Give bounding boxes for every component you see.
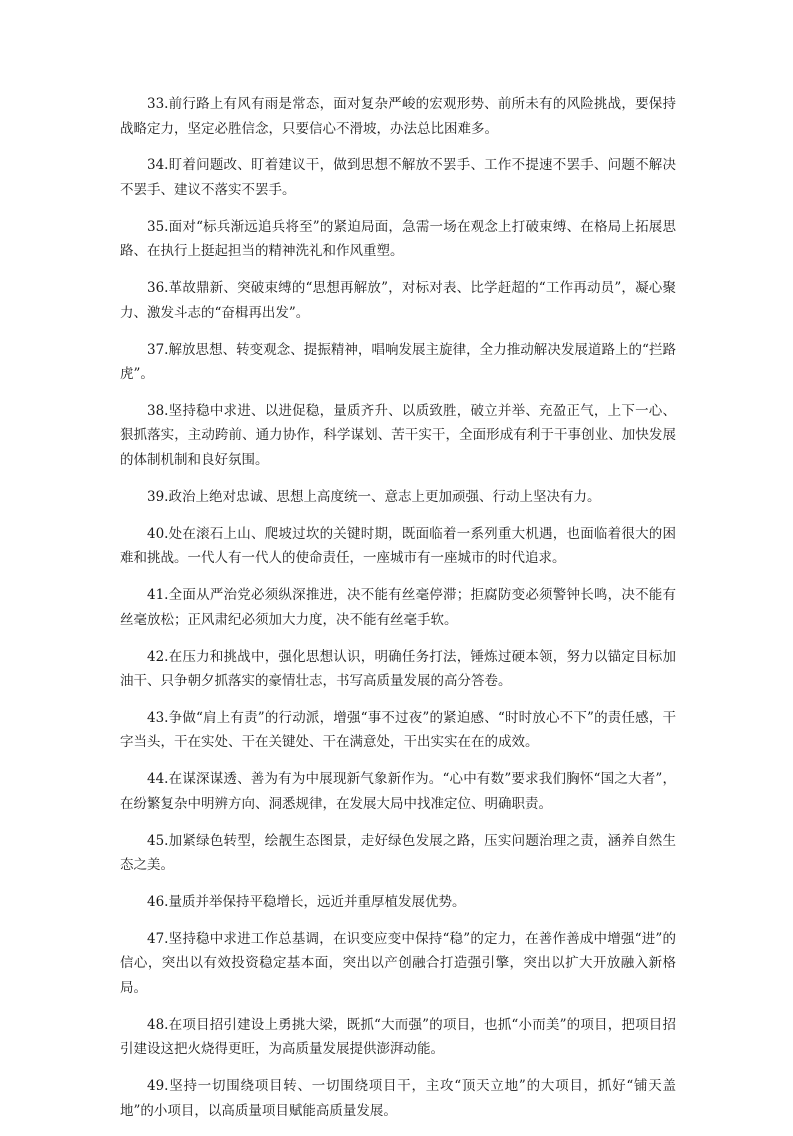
paragraph-47: 47.坚持稳中求进工作总基调，在识变应变中保持“稳”的定力，在善作善成中增强“进”的信心，突出以有效投资稳定基本面，突出以产创融合打造强引擎，突出以扩大开放融入新格局。 (120, 930, 676, 996)
paragraph-45: 45.加紧绿色转型，绘靓生态图景，走好绿色发展之路，压实问题治理之责，涵养自然生态之美。 (120, 832, 676, 874)
paragraph-44: 44.在谋深谋透、善为有为中展现新气象新作为。“心中有数”要求我们胸怀“国之大者”，在纷繁复杂中明辨方向、洞悉规律，在发展大局中找准定位、明确职责。 (120, 771, 676, 812)
paragraph-35: 35.面对“标兵渐远追兵将至”的紧迫局面，急需一场在观念上打破束缚、在格局上拓展思路、在执行上挺起担当的精神洗礼和作风重塑。 (120, 218, 676, 260)
paragraph-49: 49.坚持一切围绕项目转、一切围绕项目干，主攻“顶天立地”的大项目，抓好“铺天盖地”的小项目，以高质量项目赋能高质量发展。 (120, 1078, 676, 1119)
paragraph-34: 34.盯着问题改、盯着建议干，做到思想不解放不罢手、工作不提速不罢手、问题不解决不罢手、建议不落实不罢手。 (120, 157, 676, 198)
paragraph-33: 33.前行路上有风有雨是常态，面对复杂严峻的宏观形势、前所未有的风险挑战，要保持战略定力，坚定必胜信念，只要信心不滑坡，办法总比困难多。 (120, 96, 676, 137)
paragraph-38: 38.坚持稳中求进、以进促稳，量质齐升、以质致胜，破立并举、充盈正气，上下一心、狠抓落实，主动跨前、通力协作，科学谋划、苦干实干，全面形成有利于干事创业、加快发展的体制机制和良好氛围。 (120, 402, 676, 468)
paragraph-36: 36.革故鼎新、突破束缚的“思想再解放”，对标对表、比学赶超的“工作再动员”，凝心聚力、激发斗志的“奋楫再出发”。 (120, 280, 676, 321)
document-body (120, 92, 676, 1136)
paragraph-37: 37.解放思想、转变观念、提振精神，唱响发展主旋律，全力推动解决发展道路上的“拦路虎”。 (120, 341, 676, 383)
paragraph-48: 48.在项目招引建设上勇挑大梁，既抓“大而强”的项目，也抓“小而美”的项目，把项目招引建设这把火烧得更旺，为高质量发展提供澎湃动能。 (120, 1016, 676, 1058)
paragraph-46: 46.量质并举保持平稳增长，远近并重厚植发展优势。 (147, 894, 466, 911)
paragraph-39: 39.政治上绝对忠诚、思想上高度统一、意志上更加顽强、行动上坚决有力。 (147, 488, 601, 505)
paragraph-43: 43.争做“肩上有责”的行动派，增强“事不过夜”的紧迫感、“时时放心不下”的责任感，干字当头，干在实处、干在关键处、干在满意处，干出实实在在的成效。 (120, 709, 676, 751)
paragraph-42: 42.在压力和挑战中，强化思想认识，明确任务打法，锤炼过硬本领，努力以锚定目标加油干、只争朝夕抓落实的豪情壮志，书写高质量发展的高分答卷。 (120, 648, 676, 690)
paragraph-40: 40.处在滚石上山、爬坡过坎的关键时期，既面临着一系列重大机遇，也面临着很大的困难和挑战。一代人有一代人的使命责任，一座城市有一座城市的时代追求。 (120, 525, 676, 567)
paragraph-41: 41.全面从严治党必须纵深推进，决不能有丝毫停滞；拒腐防变必须警钟长鸣，决不能有丝毫放松；正风肃纪必须加大力度，决不能有丝毫手软。 (120, 587, 676, 628)
